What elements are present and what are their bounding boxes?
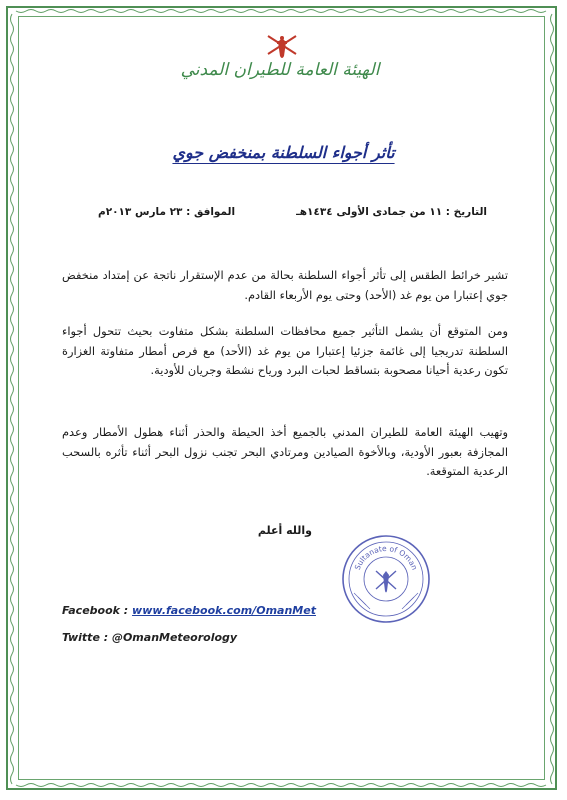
paragraph-2: ومن المتوقع أن يشمل التأثير جميع محافظات السلطنة بشكل متفاوت بحيث تتحول أجواء السلطنة تدريجيا إلى غائمة جزئيا إعتبارا من يوم غد (الأحد) مع فرص أمطار متفاوتة الغزارة تكون رعدية أحيانا مصحوبة بتساقط لحبات البرد ورياح نشطة وجريان للأودية. xyxy=(62,324,508,377)
facebook-link[interactable]: www.facebook.com/OmanMet xyxy=(132,604,316,617)
organization-name: الهيئة العامة للطيران المدني xyxy=(180,60,380,80)
facebook-label: Facebook : xyxy=(62,604,133,617)
seal-text: Sultanate of Oman xyxy=(352,543,420,572)
paragraph-3: وتهيب الهيئة العامة للطيران المدني بالجميع أخذ الحيطة والحذر أثناء هطول الأمطار وعدم المجازفة بعبور الأودية، وبالأخوة الصيادين ومرتادي البحر تجنب نزول البحر أثناء تأثره بالسحب الرعدية المتوقعة. xyxy=(62,425,508,478)
facebook-contact xyxy=(62,604,316,617)
date-hijri: التاريخ : ١١ من جمادى الأولى ١٤٣٤هـ xyxy=(296,206,487,218)
bulletin-title: تأثر أجواء السلطنة بمنخفض جوي xyxy=(172,143,395,162)
date-gregorian: الموافق : ٢٣ مارس ٢٠١٣م xyxy=(98,206,236,218)
svg-text:Sultanate of Oman xyxy=(353,544,420,572)
official-seal-stamp-icon xyxy=(340,533,432,625)
paragraph-1: تشير خرائط الطقس إلى تأثر أجواء السلطنة بحالة من عدم الإستقرار ناتجة عن إمتداد منخفض جوي إعتبارا من يوم غد (الأحد) وحتى يوم الأربعاء القادم. xyxy=(62,268,508,302)
closing-phrase: والله أعلم xyxy=(257,524,312,537)
oman-khanjar-emblem-icon xyxy=(262,32,302,62)
twitter-contact: Twitte : @OmanMeteorology xyxy=(62,631,238,644)
